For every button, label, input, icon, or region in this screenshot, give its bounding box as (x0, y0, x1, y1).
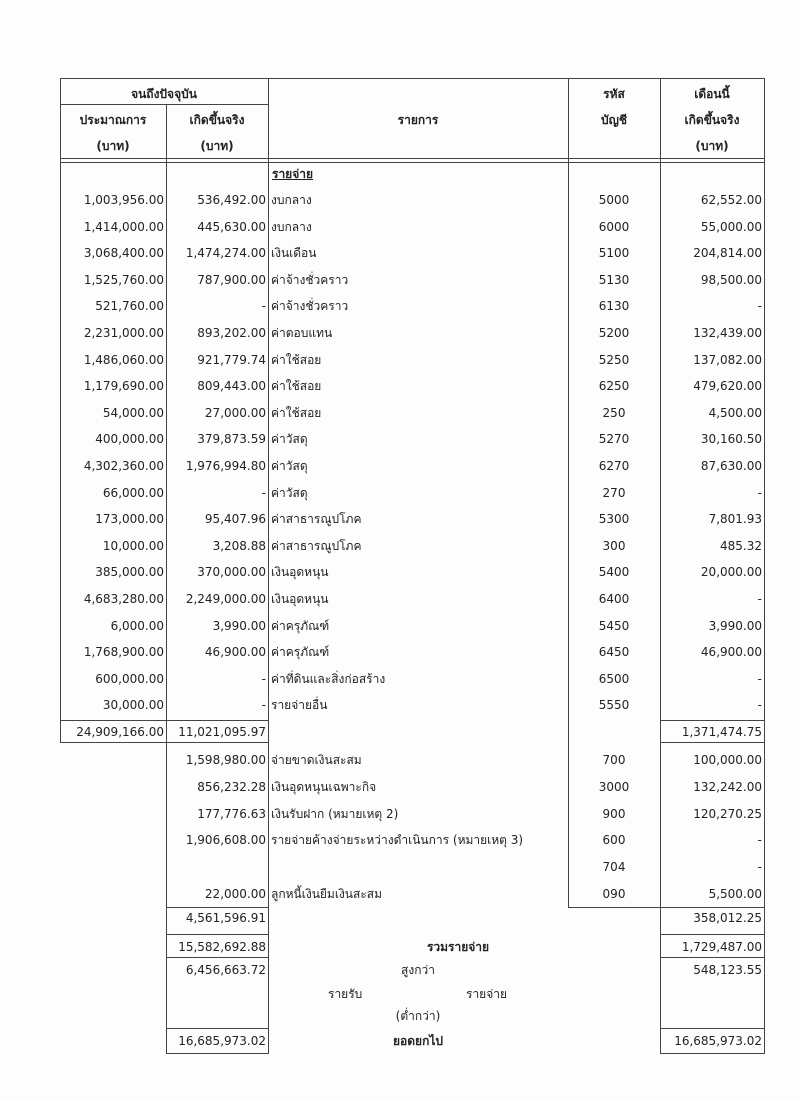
row-code: 270 (602, 485, 626, 500)
row-code: 5100 (598, 246, 630, 261)
row-item: ค่าวัสดุ (271, 485, 308, 500)
subtotal1-month: 1,371,474.75 (681, 725, 762, 739)
row-item: ค่าใช้สอย (271, 405, 322, 420)
row-estimate: 4,683,280.00 (83, 592, 164, 606)
row-actual: 46,900.00 (204, 645, 266, 660)
row-actual: 921,779.74 (197, 352, 266, 367)
row2-code: 090 (602, 887, 626, 901)
row-month: 485.32 (720, 538, 762, 553)
row-actual: - (261, 485, 266, 500)
header-items: รายการ (397, 113, 439, 127)
header-this-month: เดือนนี้ (694, 87, 730, 101)
row-code: 6500 (598, 671, 630, 686)
subtotal1-bottom-line-right (660, 742, 765, 743)
row-item: ค่าวัสดุ (271, 459, 308, 473)
row-item: ค่าครุภัณฑ์ (271, 618, 330, 633)
row-estimate: 521,760.00 (95, 299, 164, 314)
row-code: 5550 (598, 698, 630, 713)
carry-actual: 16,685,973.02 (178, 1034, 266, 1048)
total-top-line-right (660, 934, 765, 935)
row-estimate: 10,000.00 (102, 538, 164, 553)
row2-item: จ่ายขาดเงินสะสม (271, 753, 362, 767)
row-item: เงินอุดหนุน (271, 592, 329, 606)
total-month: 1,729,487.00 (681, 940, 762, 954)
row-month: 479,620.00 (693, 379, 762, 394)
row-actual: 445,630.00 (197, 219, 266, 234)
row-code: 6250 (598, 379, 630, 394)
row-code: 5000 (598, 193, 630, 207)
diff-lower: (ต่ำกว่า) (395, 1009, 441, 1023)
row2-month: - (757, 860, 762, 875)
row-month: 87,630.00 (700, 459, 762, 473)
row-item: เงินอุดหนุน (271, 565, 329, 580)
subtotal2-top-line-left (166, 907, 268, 908)
row2-code: 900 (602, 806, 626, 821)
row-code: 6130 (598, 299, 630, 314)
row-item: รายจ่ายอื่น (271, 698, 328, 713)
row2-actual: 22,000.00 (204, 887, 266, 901)
total-label: รวมรายจ่าย (426, 940, 490, 954)
col-border-estimate (166, 104, 167, 1054)
row-month: 55,000.00 (700, 219, 762, 234)
subtotal1-actual: 11,021,095.97 (178, 725, 266, 739)
row-estimate: 400,000.00 (95, 432, 164, 447)
subtotal1-top-line-left (60, 720, 268, 721)
carry-month: 16,685,973.02 (674, 1034, 762, 1048)
row-actual: 893,202.00 (197, 326, 266, 340)
row2-month: 120,270.25 (693, 806, 762, 821)
subtotal2-month: 358,012.25 (693, 911, 762, 925)
row2-code: 3000 (598, 779, 630, 794)
section-title-expenses: รายจ่าย (272, 167, 314, 181)
carry-bottom-line-left (166, 1053, 268, 1054)
header-month-actual: เกิดขึ้นจริง (684, 113, 740, 127)
row-month: 62,552.00 (700, 193, 762, 207)
row-estimate: 1,486,060.00 (83, 352, 164, 367)
row2-actual: 1,598,980.00 (185, 753, 266, 767)
row-estimate: 4,302,360.00 (83, 459, 164, 473)
row-actual: 3,208.88 (212, 538, 266, 553)
row-estimate: 1,525,760.00 (83, 272, 164, 287)
row-actual: 536,492.00 (197, 193, 266, 207)
header-to-date: จนถึงปัจจุบัน (131, 87, 197, 101)
row-month: 132,439.00 (693, 326, 762, 340)
row2-code: 700 (602, 753, 626, 767)
row-actual: 95,407.96 (204, 512, 266, 527)
col-border-actual (268, 78, 269, 1054)
row-estimate: 2,231,000.00 (83, 326, 164, 340)
row2-month: 5,500.00 (708, 887, 762, 901)
row-code: 5250 (598, 352, 630, 367)
row-month: - (757, 698, 762, 713)
diff-top-line-left (166, 957, 268, 958)
diff-actual: 6,456,663.72 (185, 963, 266, 977)
row-actual: 787,900.00 (197, 272, 266, 287)
row-item: ค่าใช้สอย (271, 379, 322, 394)
row-item: ค่าสาธารณูปโภค (271, 538, 362, 553)
carry-top-line-right (660, 1028, 765, 1029)
row-item: ค่าใช้สอย (271, 352, 322, 367)
header-estimate-unit: (บาท) (96, 139, 130, 153)
row-code: 5300 (598, 512, 630, 527)
row-estimate: 66,000.00 (102, 485, 164, 500)
row-item: ค่าที่ดินและสิ่งก่อสร้าง (271, 671, 386, 686)
total-top-line-left (166, 934, 268, 935)
row-estimate: 3,068,400.00 (83, 246, 164, 261)
row-month: - (757, 299, 762, 314)
row-month: - (757, 671, 762, 686)
header-actual: เกิดขึ้นจริง (189, 113, 245, 127)
row-estimate: 600,000.00 (95, 671, 164, 686)
row-month: 46,900.00 (700, 645, 762, 660)
col-border-items (568, 78, 569, 908)
row-code: 6000 (598, 219, 630, 234)
row-month: 20,000.00 (700, 565, 762, 580)
carry-label: ยอดยกไป (393, 1034, 443, 1048)
row-item: ค่าวัสดุ (271, 432, 308, 447)
row2-month: - (757, 833, 762, 848)
row-month: 30,160.50 (700, 432, 762, 447)
row-estimate: 1,003,956.00 (83, 193, 164, 207)
subtotal1-bottom-line-left (60, 742, 268, 743)
row-item: ค่าตอบแทน (271, 326, 333, 340)
diff-income: รายรับ (328, 987, 363, 1001)
row-code: 5200 (598, 326, 630, 340)
header-month-unit: (บาท) (695, 139, 729, 153)
row-code: 6270 (598, 459, 630, 473)
total-actual: 15,582,692.88 (178, 940, 266, 954)
row-item: ค่าจ้างชั่วคราว (271, 272, 349, 287)
row-code: 5130 (598, 272, 630, 287)
row-month: - (757, 485, 762, 500)
row-estimate: 1,179,690.00 (83, 379, 164, 394)
subtotal2-top-line-right (568, 907, 765, 908)
col-border-left (60, 78, 61, 742)
row-actual: 27,000.00 (204, 405, 266, 420)
row-month: 7,801.93 (708, 512, 762, 527)
row-estimate: 385,000.00 (95, 565, 164, 580)
row-actual: 809,443.00 (197, 379, 266, 394)
row2-item: ลูกหนี้เงินยืมเงินสะสม (271, 887, 383, 901)
row-month: 3,990.00 (708, 618, 762, 633)
row-month: 204,814.00 (693, 246, 762, 261)
row-item: เงินเดือน (271, 246, 317, 261)
row-estimate: 1,768,900.00 (83, 645, 164, 660)
diff-month: 548,123.55 (693, 963, 762, 977)
row-actual: 2,249,000.00 (185, 592, 266, 606)
row2-item: เงินอุดหนุนเฉพาะกิจ (271, 779, 377, 794)
row-estimate: 6,000.00 (110, 618, 164, 633)
row-month: 4,500.00 (708, 405, 762, 420)
row-code: 5400 (598, 565, 630, 580)
subtotal1-estimate: 24,909,166.00 (76, 725, 164, 739)
row-month: 137,082.00 (693, 352, 762, 367)
row-actual: 3,990.00 (212, 618, 266, 633)
diff-top-line-right (660, 957, 765, 958)
row-actual: 1,474,274.00 (185, 246, 266, 261)
row2-code: 600 (602, 833, 626, 848)
row-actual: - (261, 698, 266, 713)
header-split-line (60, 104, 268, 105)
row-item: ค่าจ้างชั่วคราว (271, 299, 349, 314)
header-actual-unit: (บาท) (200, 139, 234, 153)
row-actual: 370,000.00 (197, 565, 266, 580)
header-estimate: ประมาณการ (79, 113, 147, 127)
row-estimate: 1,414,000.00 (83, 219, 164, 234)
subtotal2-actual: 4,561,596.91 (185, 911, 266, 925)
row2-month: 100,000.00 (693, 753, 762, 767)
row-estimate: 54,000.00 (102, 405, 164, 420)
row-actual: 379,873.59 (197, 432, 266, 447)
row2-month: 132,242.00 (693, 779, 762, 794)
row-actual: - (261, 671, 266, 686)
row-estimate: 173,000.00 (95, 512, 164, 527)
carry-top-line-left (166, 1028, 268, 1029)
carry-bottom-line-right (660, 1053, 765, 1054)
row2-actual: 1,906,608.00 (185, 833, 266, 848)
row-code: 250 (602, 405, 626, 420)
row-item: ค่าครุภัณฑ์ (271, 645, 330, 660)
row2-item: รายจ่ายค้างจ่ายระหว่างดำเนินการ (หมายเหตุ 3) (271, 833, 524, 848)
diff-expense: รายจ่าย (466, 987, 508, 1001)
row-code: 5270 (598, 432, 630, 447)
header-code-top: รหัส (603, 87, 625, 101)
header-code-bottom: บัญชี (601, 113, 627, 127)
row2-item: เงินรับฝาก (หมายเหตุ 2) (271, 806, 399, 821)
row-item: ค่าสาธารณูปโภค (271, 512, 362, 527)
row-code: 6400 (598, 592, 630, 606)
diff-higher: สูงกว่า (401, 963, 435, 977)
row-code: 300 (602, 538, 626, 553)
row-actual: 1,976,994.80 (185, 459, 266, 473)
row-code: 6450 (598, 645, 630, 660)
row2-actual: 856,232.28 (197, 779, 266, 794)
row-code: 5450 (598, 618, 630, 633)
row-month: 98,500.00 (700, 272, 762, 287)
row2-actual: 177,776.63 (197, 806, 266, 821)
row-actual: - (261, 299, 266, 314)
row2-code: 704 (602, 860, 626, 875)
row-estimate: 30,000.00 (102, 698, 164, 713)
row-item: งบกลาง (271, 193, 312, 207)
row-month: - (757, 592, 762, 606)
row-item: งบกลาง (271, 219, 312, 234)
subtotal1-top-line-right (660, 720, 765, 721)
